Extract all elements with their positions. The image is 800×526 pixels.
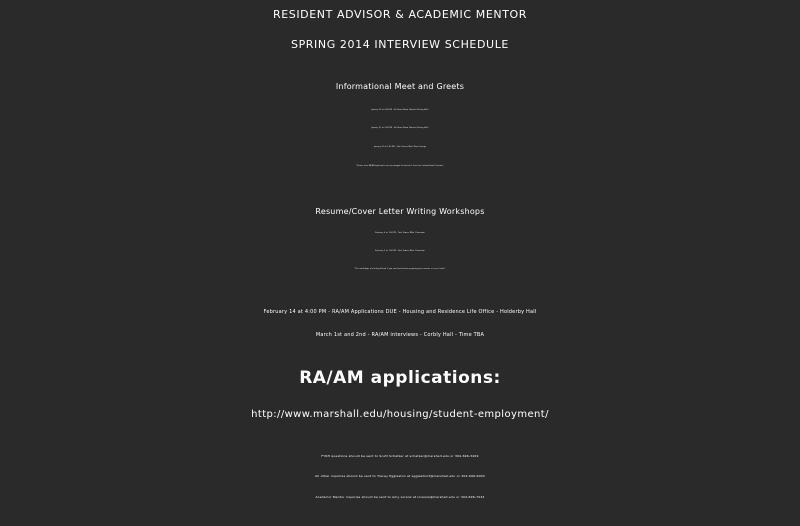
meet-greets-item: January 20 at 8:00 PM - Ed Grose Room (Harless Dining Hall) <box>371 110 429 111</box>
workshops-note: *The workshops are being offered if you need assistance preparing your resume or cover letter* <box>354 269 446 270</box>
poster-title-line-1: RESIDENT ADVISOR & ACADEMIC MENTOR <box>272 8 528 21</box>
meet-greets-item: January 21 at 9:00 PM - Ed Grose Room (Harless Dining Hall) <box>371 128 429 129</box>
meet-greets-note: *Please note RA/AM applicants are encouraged to attend at least one Informational Session* <box>356 166 444 167</box>
contact-line-general: All other inquiries should be sent to Tracey Eggleston at eggleston3@marshall.edu or 304-696-6004 <box>315 474 485 478</box>
poster-title-line-2: SPRING 2014 INTERVIEW SCHEDULE <box>290 38 509 51</box>
workshop-item: February 5 at 7:00 PM - Twin Towers West Classroom <box>375 251 425 252</box>
applications-url-link[interactable]: http://www.marshall.edu/housing/student-employment/ <box>251 409 549 420</box>
interviews-line: March 1st and 2nd - RA/AM interviews - Corbly Hall - Time TBA <box>315 332 485 338</box>
meet-greets-heading: Informational Meet and Greets <box>335 82 465 91</box>
workshop-item: February 4 at 1:00 PM - Twin Towers WEst Classroom <box>375 233 425 234</box>
applications-due-line: February 14 at 4:00 PM - RA/AM Applications DUE - Housing and Residence Life Office - Holderby Hall <box>263 309 537 315</box>
contact-line-academic-mentor: Academic Mentor inquiries should be sent to Amy Lorenz at lorenza@marshall.edu or 304-696-7034 <box>315 495 485 499</box>
meet-greets-item: January 22 at 1:00 PM - Twin Towers West Glass Lounge <box>373 147 427 148</box>
contact-line-fyrh: FYRH questions should be sent to Scott Schatzer at schatzer@marshall.edu or 304-696-3409 <box>321 454 479 458</box>
applications-heading: RA/AM applications: <box>299 368 501 388</box>
workshops-heading: Resume/Cover Letter Writing Workshops <box>315 207 485 216</box>
